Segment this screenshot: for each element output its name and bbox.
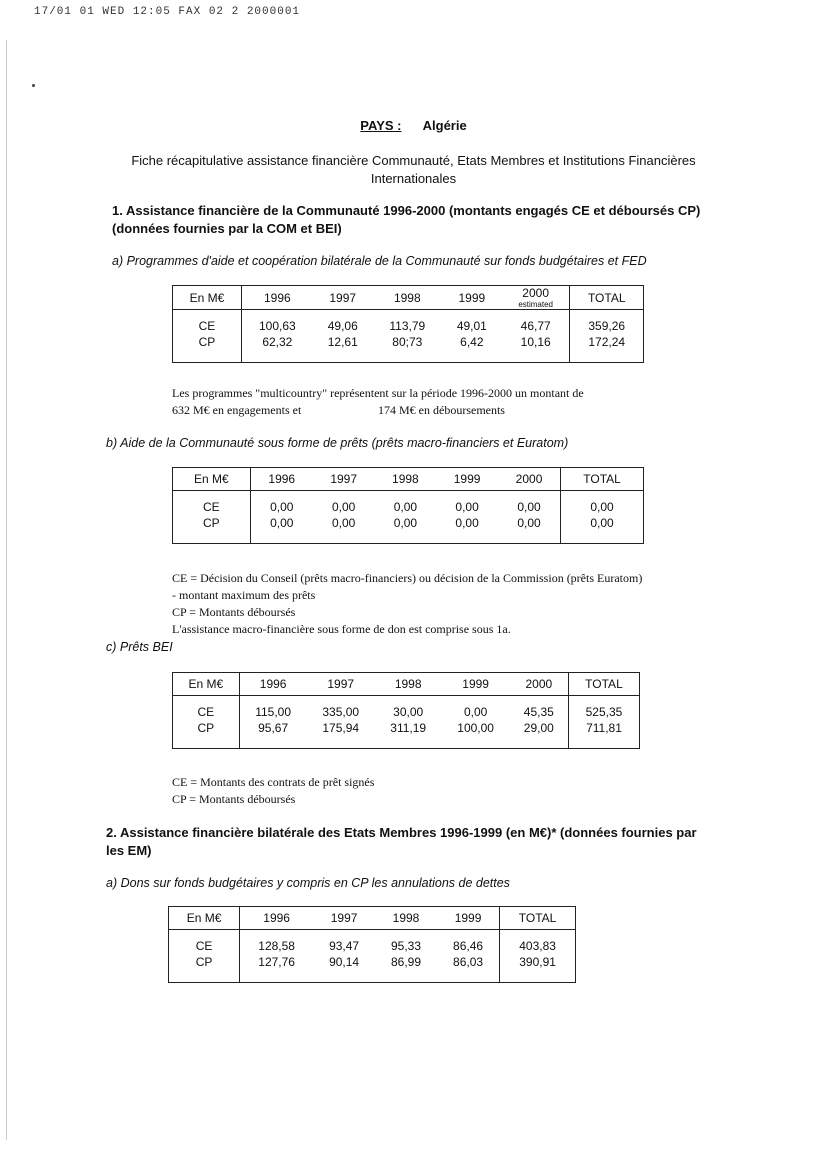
b-note-2: - montant maximum des prêts bbox=[172, 588, 316, 602]
table-corner: En M€ bbox=[173, 286, 242, 310]
year-header: 1996 bbox=[250, 468, 313, 491]
year-header: 2000 bbox=[510, 673, 569, 696]
table-cell: 93,47 bbox=[329, 939, 360, 953]
table-row bbox=[173, 318, 644, 334]
table-cell: 30,00 bbox=[393, 705, 424, 719]
table-cell: 0,00 bbox=[463, 705, 488, 719]
table-cell: 311,19 bbox=[390, 721, 427, 735]
row-label: CP bbox=[173, 720, 240, 736]
table-row bbox=[169, 954, 576, 970]
table-cell: 10,16 bbox=[520, 335, 551, 349]
year-header: 1998 bbox=[375, 673, 442, 696]
total-header: TOTAL bbox=[561, 468, 644, 491]
table-cell: 0,00 bbox=[455, 516, 479, 530]
table-cell: 49,06 bbox=[327, 319, 358, 333]
year-header: 2000 bbox=[498, 468, 561, 491]
table-cell: 80;73 bbox=[392, 335, 423, 349]
table-cell: 86,99 bbox=[390, 955, 421, 969]
table-cell: 0,00 bbox=[331, 500, 356, 514]
table-cell: 100,63 bbox=[258, 319, 296, 333]
table-1a-header bbox=[173, 286, 644, 310]
row-label: CE bbox=[169, 938, 240, 954]
year-header-2000 bbox=[502, 286, 570, 310]
row-label: CE bbox=[173, 318, 242, 334]
fax-header-line: 17/01 01 WED 12:05 FAX 02 2 2000001 bbox=[34, 6, 301, 18]
country-name: Algérie bbox=[422, 118, 467, 133]
row-label: CP bbox=[173, 515, 251, 531]
table-cell: 127,76 bbox=[258, 955, 295, 969]
multicountry-note-2a: 632 M€ en engagements et bbox=[172, 403, 302, 417]
table-cell: 90,14 bbox=[329, 955, 360, 969]
b-note-4: L'assistance macro-financière sous forme de don est comprise sous 1a. bbox=[172, 622, 511, 636]
c-note-2: CP = Montants déboursés bbox=[172, 792, 296, 806]
table-cell: 6,42 bbox=[460, 335, 484, 349]
b-note-3: CP = Montants déboursés bbox=[172, 605, 296, 619]
table-row bbox=[173, 720, 640, 736]
total-cell: 403,83 bbox=[500, 938, 576, 954]
table-1a bbox=[172, 285, 644, 363]
section1c-title: c) Prêts BEI bbox=[106, 640, 173, 654]
table-cell: 0,00 bbox=[517, 500, 541, 514]
year-header: 2000 bbox=[522, 286, 549, 300]
table-cell: 12,61 bbox=[327, 335, 358, 349]
country-label: PAYS : bbox=[360, 118, 402, 133]
table-row bbox=[173, 499, 644, 515]
table-row bbox=[173, 704, 640, 720]
table-row bbox=[173, 515, 644, 531]
year-header: 1998 bbox=[375, 468, 437, 491]
table-1b bbox=[172, 467, 644, 544]
table-cell: 128,58 bbox=[258, 939, 295, 953]
total-header: TOTAL bbox=[500, 907, 576, 930]
scan-edge-line bbox=[6, 40, 7, 1140]
section2-heading: 2. Assistance financière bilatérale des Etats Membres 1996-1999 (en M€)* (données fournies par les EM) bbox=[106, 825, 697, 858]
country-title bbox=[0, 118, 827, 133]
b-note-1: CE = Décision du Conseil (prêts macro-financiers) ou décision de la Commission (prêts Euratom) bbox=[172, 571, 643, 585]
section1a-title: a) Programmes d'aide et coopération bilatérale de la Communauté sur fonds budgétaires et FED bbox=[112, 254, 647, 268]
year-header: 1996 bbox=[239, 673, 307, 696]
year-header: 1999 bbox=[437, 907, 500, 930]
table-1b-header bbox=[173, 468, 644, 491]
total-cell: 390,91 bbox=[500, 954, 576, 970]
year-header: 1996 bbox=[241, 286, 312, 310]
year-header: 1999 bbox=[442, 286, 502, 310]
estimated-note: estimated bbox=[518, 300, 553, 309]
total-cell: 711,81 bbox=[568, 720, 639, 736]
multicountry-note-2b: 174 M€ en déboursements bbox=[378, 403, 505, 417]
intro-text: Fiche récapitulative assistance financière Communauté, Etats Membres et Institutions Financières Internationales bbox=[131, 153, 696, 186]
table-cell: 45,35 bbox=[523, 705, 554, 719]
total-cell: 0,00 bbox=[561, 499, 644, 515]
table-cell: 0,00 bbox=[331, 516, 356, 530]
table-cell: 0,00 bbox=[455, 500, 479, 514]
total-cell: 359,26 bbox=[570, 318, 644, 334]
table-cell: 95,33 bbox=[390, 939, 421, 953]
total-header: TOTAL bbox=[570, 286, 644, 310]
table-cell: 113,79 bbox=[389, 319, 426, 333]
table-1c-header bbox=[173, 673, 640, 696]
table-row bbox=[169, 938, 576, 954]
year-header: 1999 bbox=[442, 673, 510, 696]
table-cell: 49,01 bbox=[456, 319, 487, 333]
table-cell: 0,00 bbox=[393, 516, 418, 530]
table-1c bbox=[172, 672, 640, 749]
total-cell: 172,24 bbox=[570, 334, 644, 350]
table-2a-header bbox=[169, 907, 576, 930]
multicountry-note-1: Les programmes "multicountry" représentent sur la période 1996-2000 un montant de bbox=[172, 386, 584, 400]
table-cell: 100,00 bbox=[457, 721, 494, 735]
year-header: 1997 bbox=[313, 286, 373, 310]
table-cell: 0,00 bbox=[393, 500, 418, 514]
table-cell: 62,32 bbox=[262, 335, 293, 349]
scan-speck bbox=[32, 84, 35, 87]
year-header: 1997 bbox=[307, 673, 375, 696]
table-cell: 175,94 bbox=[322, 721, 360, 735]
total-header: TOTAL bbox=[568, 673, 639, 696]
year-header: 1998 bbox=[375, 907, 437, 930]
section1-heading: 1. Assistance financière de la Communauté 1996-2000 (montants engagés CE et déboursés CP) (données fournies par la COM et BEI) bbox=[112, 203, 701, 236]
year-header: 1997 bbox=[313, 907, 375, 930]
table-cell: 46,77 bbox=[520, 319, 551, 333]
table-cell: 0,00 bbox=[270, 516, 294, 530]
year-header: 1996 bbox=[240, 907, 314, 930]
table-cell: 0,00 bbox=[517, 516, 541, 530]
table-corner: En M€ bbox=[173, 673, 240, 696]
table-cell: 86,46 bbox=[453, 939, 484, 953]
row-label: CE bbox=[173, 704, 240, 720]
table-corner: En M€ bbox=[169, 907, 240, 930]
row-label: CP bbox=[173, 334, 242, 350]
table-corner: En M€ bbox=[173, 468, 251, 491]
table-cell: 86,03 bbox=[453, 955, 484, 969]
row-label: CE bbox=[173, 499, 251, 515]
c-note-1: CE = Montants des contrats de prêt signés bbox=[172, 775, 375, 789]
table-cell: 335,00 bbox=[322, 705, 360, 719]
row-label: CP bbox=[169, 954, 240, 970]
year-header: 1998 bbox=[373, 286, 442, 310]
table-cell: 0,00 bbox=[270, 500, 294, 514]
table-cell: 115,00 bbox=[255, 705, 292, 719]
table-cell: 95,67 bbox=[258, 721, 289, 735]
table-row bbox=[173, 334, 644, 350]
total-cell: 525,35 bbox=[568, 704, 639, 720]
year-header: 1997 bbox=[313, 468, 375, 491]
section1b-title: b) Aide de la Communauté sous forme de prêts (prêts macro-financiers et Euratom) bbox=[106, 436, 569, 450]
section2a-title: a) Dons sur fonds budgétaires y compris en CP les annulations de dettes bbox=[106, 876, 510, 890]
table-2a bbox=[168, 906, 576, 983]
total-cell: 0,00 bbox=[561, 515, 644, 531]
table-cell: 29,00 bbox=[523, 721, 554, 735]
year-header: 1999 bbox=[436, 468, 498, 491]
